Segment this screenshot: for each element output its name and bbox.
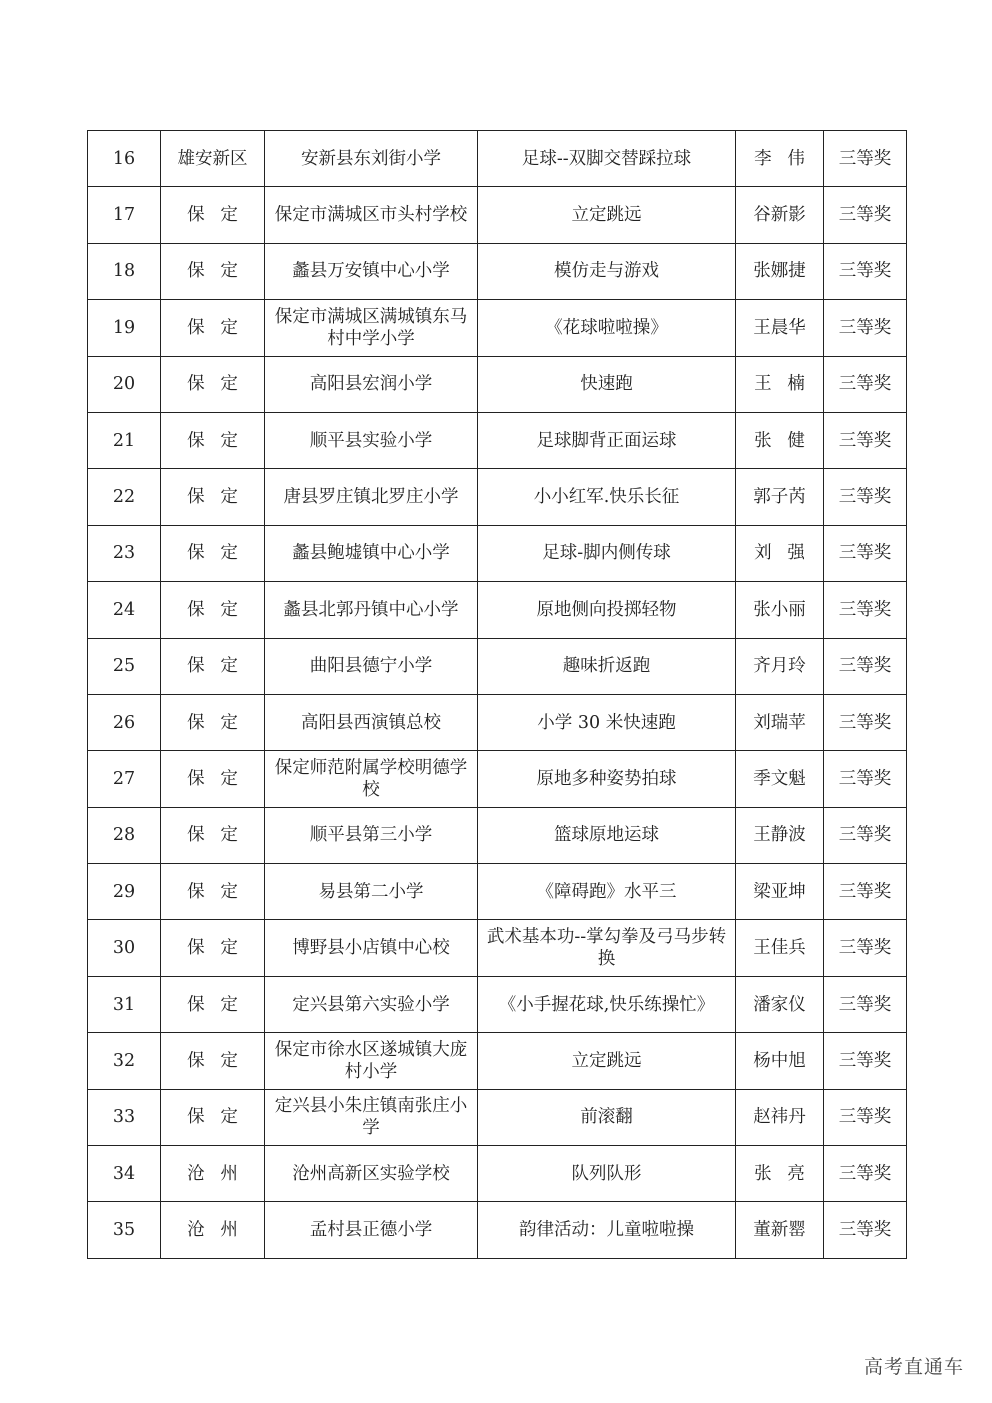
- cell-teacher: 季文魁: [736, 751, 824, 807]
- table-row: [88, 525, 907, 581]
- cell-region: 保定: [161, 751, 265, 807]
- cell-teacher: 董新罂: [736, 1202, 824, 1258]
- cell-region: 保定: [161, 412, 265, 468]
- table-row: [88, 807, 907, 863]
- cell-teacher: 刘瑞苹: [736, 694, 824, 750]
- table-row: [88, 694, 907, 750]
- table-row: [88, 356, 907, 412]
- cell-teacher: 王楠: [736, 356, 824, 412]
- cell-region: 保定: [161, 920, 265, 976]
- cell-number: 16: [88, 131, 161, 187]
- cell-school: 孟村县正德小学: [265, 1202, 478, 1258]
- cell-region: 保定: [161, 525, 265, 581]
- cell-number: 32: [88, 1033, 161, 1089]
- cell-award: 三等奖: [824, 525, 907, 581]
- cell-teacher: 张小丽: [736, 582, 824, 638]
- table-row: [88, 582, 907, 638]
- cell-school: 易县第二小学: [265, 864, 478, 920]
- cell-number: 25: [88, 638, 161, 694]
- cell-teacher: 王佳兵: [736, 920, 824, 976]
- cell-award: 三等奖: [824, 243, 907, 299]
- cell-school: 曲阳县德宁小学: [265, 638, 478, 694]
- cell-school: 博野县小店镇中心校: [265, 920, 478, 976]
- cell-project: 足球--双脚交替踩拉球: [478, 131, 736, 187]
- cell-school: 安新县东刘街小学: [265, 131, 478, 187]
- table-row: [88, 131, 907, 187]
- cell-award: 三等奖: [824, 694, 907, 750]
- cell-project: 趣味折返跑: [478, 638, 736, 694]
- cell-number: 31: [88, 976, 161, 1032]
- table-row: [88, 243, 907, 299]
- cell-number: 22: [88, 469, 161, 525]
- cell-award: 三等奖: [824, 1202, 907, 1258]
- table-row: [88, 469, 907, 525]
- cell-project: 原地多种姿势拍球: [478, 751, 736, 807]
- cell-school: 高阳县宏润小学: [265, 356, 478, 412]
- cell-teacher: 齐月玲: [736, 638, 824, 694]
- cell-school: 保定师范附属学校明德学校: [265, 751, 478, 807]
- cell-region: 保定: [161, 694, 265, 750]
- cell-number: 17: [88, 187, 161, 243]
- table-row: [88, 1202, 907, 1258]
- cell-award: 三等奖: [824, 412, 907, 468]
- cell-award: 三等奖: [824, 469, 907, 525]
- cell-number: 21: [88, 412, 161, 468]
- cell-region: 保定: [161, 1033, 265, 1089]
- cell-number: 29: [88, 864, 161, 920]
- cell-project: 队列队形: [478, 1146, 736, 1202]
- cell-school: 唐县罗庄镇北罗庄小学: [265, 469, 478, 525]
- cell-teacher: 郭子芮: [736, 469, 824, 525]
- cell-school: 保定市满城区市头村学校: [265, 187, 478, 243]
- cell-award: 三等奖: [824, 976, 907, 1032]
- watermark: 高考直通车: [863, 1356, 964, 1378]
- cell-teacher: 赵祎丹: [736, 1089, 824, 1145]
- cell-school: 保定市徐水区遂城镇大庞村小学: [265, 1033, 478, 1089]
- table-row: [88, 864, 907, 920]
- cell-teacher: 张健: [736, 412, 824, 468]
- cell-number: 28: [88, 807, 161, 863]
- table-row: [88, 751, 907, 807]
- cell-number: 27: [88, 751, 161, 807]
- awards-table: [87, 130, 907, 1259]
- cell-school: 保定市满城区满城镇东马村中学小学: [265, 300, 478, 356]
- table-row: [88, 300, 907, 356]
- cell-school: 高阳县西演镇总校: [265, 694, 478, 750]
- cell-region: 保定: [161, 356, 265, 412]
- cell-region: 保定: [161, 807, 265, 863]
- cell-project: 快速跑: [478, 356, 736, 412]
- cell-number: 33: [88, 1089, 161, 1145]
- cell-school: 沧州高新区实验学校: [265, 1146, 478, 1202]
- cell-award: 三等奖: [824, 751, 907, 807]
- awards-table-body: [88, 131, 907, 1259]
- table-row: [88, 638, 907, 694]
- cell-teacher: 李伟: [736, 131, 824, 187]
- cell-region: 保定: [161, 582, 265, 638]
- cell-number: 19: [88, 300, 161, 356]
- table-row: [88, 1089, 907, 1145]
- cell-teacher: 杨中旭: [736, 1033, 824, 1089]
- cell-school: 定兴县小朱庄镇南张庄小学: [265, 1089, 478, 1145]
- cell-award: 三等奖: [824, 1089, 907, 1145]
- cell-award: 三等奖: [824, 638, 907, 694]
- cell-teacher: 张娜捷: [736, 243, 824, 299]
- cell-number: 26: [88, 694, 161, 750]
- table-row: [88, 187, 907, 243]
- cell-project: 《小手握花球,快乐练操忙》: [478, 976, 736, 1032]
- cell-project: 《障碍跑》水平三: [478, 864, 736, 920]
- cell-region: 保定: [161, 976, 265, 1032]
- cell-teacher: 潘家仪: [736, 976, 824, 1032]
- cell-award: 三等奖: [824, 807, 907, 863]
- cell-project: 韵律活动：儿童啦啦操: [478, 1202, 736, 1258]
- cell-region: 雄安新区: [161, 131, 265, 187]
- cell-project: 原地侧向投掷轻物: [478, 582, 736, 638]
- cell-number: 18: [88, 243, 161, 299]
- cell-region: 保定: [161, 638, 265, 694]
- cell-number: 20: [88, 356, 161, 412]
- table-row: [88, 1146, 907, 1202]
- table-row: [88, 976, 907, 1032]
- table-row: [88, 1033, 907, 1089]
- cell-project: 小学 30 米快速跑: [478, 694, 736, 750]
- cell-award: 三等奖: [824, 1033, 907, 1089]
- cell-region: 保定: [161, 1089, 265, 1145]
- cell-award: 三等奖: [824, 131, 907, 187]
- cell-award: 三等奖: [824, 1146, 907, 1202]
- cell-region: 沧州: [161, 1202, 265, 1258]
- cell-school: 蠡县北郭丹镇中心小学: [265, 582, 478, 638]
- cell-teacher: 刘强: [736, 525, 824, 581]
- cell-project: 足球脚背正面运球: [478, 412, 736, 468]
- cell-region: 保定: [161, 469, 265, 525]
- table-row: [88, 412, 907, 468]
- cell-region: 保定: [161, 187, 265, 243]
- cell-award: 三等奖: [824, 356, 907, 412]
- cell-school: 顺平县实验小学: [265, 412, 478, 468]
- cell-region: 保定: [161, 864, 265, 920]
- cell-number: 35: [88, 1202, 161, 1258]
- cell-teacher: 梁亚坤: [736, 864, 824, 920]
- cell-region: 沧州: [161, 1146, 265, 1202]
- cell-teacher: 谷新影: [736, 187, 824, 243]
- cell-project: 立定跳远: [478, 1033, 736, 1089]
- cell-project: 前滚翻: [478, 1089, 736, 1145]
- cell-award: 三等奖: [824, 920, 907, 976]
- cell-school: 蠡县鲍墟镇中心小学: [265, 525, 478, 581]
- cell-project: 模仿走与游戏: [478, 243, 736, 299]
- cell-teacher: 王晨华: [736, 300, 824, 356]
- cell-project: 足球-脚内侧传球: [478, 525, 736, 581]
- cell-number: 34: [88, 1146, 161, 1202]
- cell-number: 23: [88, 525, 161, 581]
- cell-project: 篮球原地运球: [478, 807, 736, 863]
- cell-project: 《花球啦啦操》: [478, 300, 736, 356]
- cell-teacher: 王静波: [736, 807, 824, 863]
- cell-number: 24: [88, 582, 161, 638]
- cell-number: 30: [88, 920, 161, 976]
- table-row: [88, 920, 907, 976]
- cell-award: 三等奖: [824, 187, 907, 243]
- cell-project: 立定跳远: [478, 187, 736, 243]
- cell-teacher: 张亮: [736, 1146, 824, 1202]
- cell-award: 三等奖: [824, 864, 907, 920]
- cell-project: 小小红军.快乐长征: [478, 469, 736, 525]
- cell-award: 三等奖: [824, 300, 907, 356]
- cell-award: 三等奖: [824, 582, 907, 638]
- cell-project: 武术基本功--掌勾拳及弓马步转换: [478, 920, 736, 976]
- cell-school: 顺平县第三小学: [265, 807, 478, 863]
- cell-region: 保定: [161, 300, 265, 356]
- cell-region: 保定: [161, 243, 265, 299]
- cell-school: 定兴县第六实验小学: [265, 976, 478, 1032]
- cell-school: 蠡县万安镇中心小学: [265, 243, 478, 299]
